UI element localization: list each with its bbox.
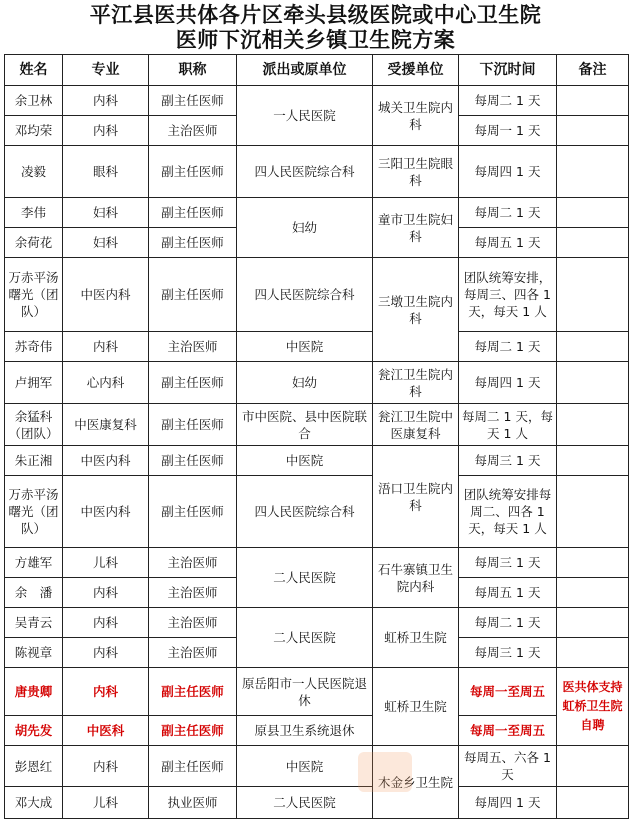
- cell-title: 主治医师: [149, 608, 237, 638]
- cell-name: 卢拥军: [5, 362, 63, 404]
- cell-notes: [557, 362, 629, 404]
- cell-specialty: 中医科: [63, 716, 149, 746]
- cell-notes: [557, 146, 629, 198]
- cell-receiving: 浯口卫生院内科: [373, 446, 459, 548]
- cell-name: 余 潘: [5, 578, 63, 608]
- cell-schedule: 每周二 1 天: [459, 608, 557, 638]
- cell-title: 主治医师: [149, 116, 237, 146]
- header-schedule: 下沉时间: [459, 55, 557, 86]
- cell-title: 副主任医师: [149, 146, 237, 198]
- cell-schedule: 每周三 1 天: [459, 548, 557, 578]
- cell-name: 吴青云: [5, 608, 63, 638]
- cell-title: 副主任医师: [149, 746, 237, 787]
- cell-schedule: 每周三 1 天: [459, 638, 557, 668]
- cell-specialty: 内科: [63, 578, 149, 608]
- table-row: [5, 608, 629, 638]
- cell-specialty: 内科: [63, 668, 149, 716]
- cell-notes: [557, 746, 629, 787]
- header-origin: 派出或原单位: [237, 55, 373, 86]
- cell-schedule: 每周五、六各 1 天: [459, 746, 557, 787]
- cell-notes: [557, 228, 629, 258]
- cell-origin: 四人民医院综合科: [237, 258, 373, 332]
- cell-receiving: 瓮江卫生院中医康复科: [373, 404, 459, 446]
- cell-specialty: 内科: [63, 332, 149, 362]
- table-row: [5, 476, 629, 548]
- table-row-highlighted: [5, 716, 629, 746]
- cell-schedule: 每周三 1 天: [459, 446, 557, 476]
- cell-name: 方雄军: [5, 548, 63, 578]
- cell-title: 主治医师: [149, 638, 237, 668]
- table-row: [5, 198, 629, 228]
- cell-origin: 原县卫生系统退休: [237, 716, 373, 746]
- cell-origin: 四人民医院综合科: [237, 476, 373, 548]
- cell-origin: 中医院: [237, 746, 373, 787]
- cell-schedule: 每周二 1 天: [459, 86, 557, 116]
- cell-receiving: 瓮江卫生院内科: [373, 362, 459, 404]
- cell-title: 副主任医师: [149, 228, 237, 258]
- table-row: [5, 362, 629, 404]
- cell-specialty: 中医康复科: [63, 404, 149, 446]
- table-row: [5, 86, 629, 116]
- cell-notes: [557, 258, 629, 332]
- cell-name: 凌毅: [5, 146, 63, 198]
- header-row: [5, 55, 629, 86]
- page-subtitle: 医师下沉相关乡镇卫生院方案: [175, 28, 456, 52]
- cell-receiving: 石牛寨镇卫生院内科: [373, 548, 459, 608]
- cell-notes: [557, 578, 629, 608]
- cell-schedule: 每周二 1 天，每天 1 人: [459, 404, 557, 446]
- cell-notes: [557, 548, 629, 578]
- cell-title: 副主任医师: [149, 86, 237, 116]
- cell-schedule: 每周五 1 天: [459, 228, 557, 258]
- cell-specialty: 妇科: [63, 228, 149, 258]
- cell-specialty: 内科: [63, 638, 149, 668]
- table-row: [5, 332, 629, 362]
- cell-origin: 妇幼: [237, 198, 373, 258]
- cell-schedule: 每周四 1 天: [459, 362, 557, 404]
- cell-name: 彭恩红: [5, 746, 63, 787]
- cell-title: 副主任医师: [149, 446, 237, 476]
- cell-name: 朱正湘: [5, 446, 63, 476]
- cell-origin: 二人民医院: [237, 548, 373, 608]
- cell-name: 余卫林: [5, 86, 63, 116]
- assignment-table: [4, 54, 629, 819]
- cell-title: 副主任医师: [149, 258, 237, 332]
- cell-origin: 中医院: [237, 446, 373, 476]
- page-title: 平江县医共体各片区牵头县级医院或中心卫生院: [89, 3, 542, 27]
- cell-name: 邓大成: [5, 787, 63, 819]
- cell-title: 副主任医师: [149, 362, 237, 404]
- table-row: [5, 146, 629, 198]
- cell-origin: 一人民医院: [237, 86, 373, 146]
- cell-receiving: 虹桥卫生院: [373, 668, 459, 746]
- header-specialty: 专业: [63, 55, 149, 86]
- cell-schedule: 每周二 1 天: [459, 332, 557, 362]
- cell-notes: [557, 476, 629, 548]
- cell-origin: 四人民医院综合科: [237, 146, 373, 198]
- cell-receiving: 三阳卫生院眼科: [373, 146, 459, 198]
- table-row: [5, 787, 629, 819]
- table-row: [5, 404, 629, 446]
- table-row: [5, 746, 629, 787]
- cell-title: 副主任医师: [149, 476, 237, 548]
- table-row: [5, 446, 629, 476]
- cell-name: 余猛科（团队）: [5, 404, 63, 446]
- cell-title: 副主任医师: [149, 198, 237, 228]
- cell-name: 陈视章: [5, 638, 63, 668]
- cell-schedule: 每周一至周五: [459, 668, 557, 716]
- cell-receiving: 童市卫生院妇科: [373, 198, 459, 258]
- cell-receiving: 城关卫生院内科: [373, 86, 459, 146]
- cell-schedule: 每周五 1 天: [459, 578, 557, 608]
- cell-name: 苏奇伟: [5, 332, 63, 362]
- cell-notes: [557, 404, 629, 446]
- cell-title: 主治医师: [149, 548, 237, 578]
- cell-specialty: 眼科: [63, 146, 149, 198]
- cell-specialty: 儿科: [63, 787, 149, 819]
- cell-notes: [557, 86, 629, 116]
- cell-schedule: 每周一 1 天: [459, 116, 557, 146]
- cell-receiving: 虹桥卫生院: [373, 608, 459, 668]
- cell-schedule: 每周一至周五: [459, 716, 557, 746]
- table-row: [5, 258, 629, 332]
- cell-notes: 医共体支持虹桥卫生院自聘: [557, 668, 629, 746]
- watermark-logo: [358, 752, 412, 792]
- cell-schedule: 团队统筹安排每周二、四各 1 天，每天 1 人: [459, 476, 557, 548]
- cell-receiving: 木金乡卫生院: [373, 746, 459, 819]
- cell-title: 副主任医师: [149, 668, 237, 716]
- cell-notes: [557, 446, 629, 476]
- cell-title: 主治医师: [149, 578, 237, 608]
- cell-specialty: 内科: [63, 116, 149, 146]
- cell-origin: 二人民医院: [237, 787, 373, 819]
- cell-name: 唐贵卿: [5, 668, 63, 716]
- header-title: 职称: [149, 55, 237, 86]
- cell-specialty: 内科: [63, 608, 149, 638]
- cell-notes: [557, 198, 629, 228]
- cell-specialty: 内科: [63, 86, 149, 116]
- cell-title: 执业医师: [149, 787, 237, 819]
- cell-notes: [557, 608, 629, 638]
- table-row: [5, 548, 629, 578]
- cell-schedule: 每周二 1 天: [459, 198, 557, 228]
- cell-origin: 妇幼: [237, 362, 373, 404]
- cell-specialty: 中医内科: [63, 446, 149, 476]
- cell-origin: 市中医院、县中医院联合: [237, 404, 373, 446]
- cell-title: 副主任医师: [149, 716, 237, 746]
- header-notes: 备注: [557, 55, 629, 86]
- cell-name: 邓均荣: [5, 116, 63, 146]
- cell-specialty: 内科: [63, 746, 149, 787]
- cell-notes: [557, 787, 629, 819]
- table-row-highlighted: [5, 668, 629, 716]
- cell-notes: [557, 116, 629, 146]
- header-receiving: 受援单位: [373, 55, 459, 86]
- cell-specialty: 儿科: [63, 548, 149, 578]
- cell-title: 副主任医师: [149, 404, 237, 446]
- cell-notes: [557, 638, 629, 668]
- cell-specialty: 妇科: [63, 198, 149, 228]
- cell-notes: [557, 332, 629, 362]
- cell-title: 主治医师: [149, 332, 237, 362]
- cell-name: 余荷花: [5, 228, 63, 258]
- cell-specialty: 心内科: [63, 362, 149, 404]
- cell-name: 万赤平汤曙光（团队）: [5, 476, 63, 548]
- cell-schedule: 团队统筹安排，每周三、四各 1 天，每天 1 人: [459, 258, 557, 332]
- cell-origin: 中医院: [237, 332, 373, 362]
- cell-schedule: 每周四 1 天: [459, 787, 557, 819]
- cell-specialty: 中医内科: [63, 258, 149, 332]
- header-name: 姓名: [5, 55, 63, 86]
- cell-name: 胡先发: [5, 716, 63, 746]
- cell-receiving: 三墩卫生院内科: [373, 258, 459, 362]
- cell-name: 万赤平汤曙光（团队）: [5, 258, 63, 332]
- cell-name: 李伟: [5, 198, 63, 228]
- cell-origin: 二人民医院: [237, 608, 373, 668]
- cell-schedule: 每周四 1 天: [459, 146, 557, 198]
- cell-origin: 原岳阳市一人民医院退休: [237, 668, 373, 716]
- cell-specialty: 中医内科: [63, 476, 149, 548]
